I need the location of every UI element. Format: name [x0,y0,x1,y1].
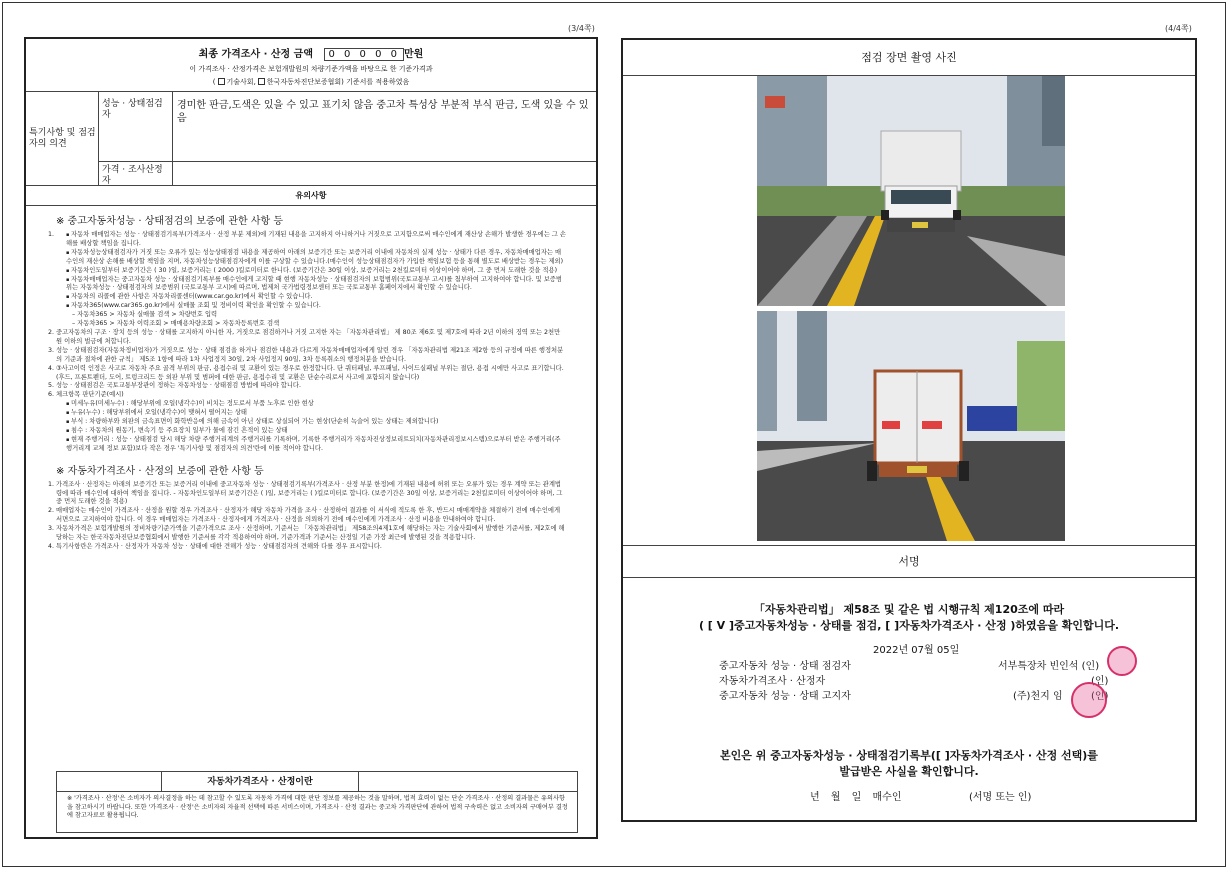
section1-notes [26,231,596,454]
inspector-seal-icon [1107,646,1137,676]
notifier-label: 중고자동차 성능 · 상태 고지자 [719,691,851,702]
price-appraiser-label: 가격 · 조사산정자 [99,162,173,186]
checkbox-engineers [218,78,225,85]
amount-unit: 만원 [404,49,424,60]
buyer-confirm-line1: 본인은 위 중고자동차성능 · 상태점검기록부([ ]자동차가격조사 · 산정 선택)를 [720,749,1098,762]
association-label: 한국자동차진단보증협회) 기준서를 적용하였음 [266,78,410,86]
declaration-line2: ( [ V ]중고자동차성능 · 상태를 점검, [ ]자동차가격조사 · 산정 )하였음을 확인합니다. [698,619,1120,632]
right-page-number: (4/4쪽) [1165,24,1192,33]
buyer-sign-label: (서명 또는 인) [969,792,1032,803]
declaration-line1: 「자동차관리법」 제58조 및 같은 법 시행규칙 제120조에 따라 [753,603,1065,616]
price-notice-item: 2. 매매업자는 매수인이 가격조사 · 산정을 원할 경우 가격조사 · 산정자가 해당 자동차 가격을 조사 · 산정하여 결과를 이 서식에 적도록 한 후, 반드시 매매계약을 체결하기 전에 매수인에게 서면으로 고지하여야 합니다. 이 경우 매매업자는 가격조사 · 산정자에게 가격조사 · 산정을 의뢰하기 전에 매수인에게 가격조사 · 산정 비용을 안내하여야 합니다. [56,507,566,525]
inspector-label: 중고자동차 성능 · 상태 점검자 [719,661,851,672]
notice-bullet: ▪ 미세누유(미세누수) : 해당부위에 오일(냉각수)이 비치는 정도로서 부품 노후로 인한 현상 [66,400,566,409]
truck-rear-photo [757,311,1065,541]
notice-item: 3. 성능 · 상태점검자(자동차정비업자)가 거짓으로 성능 · 상태 점검을 하거나 점검한 내용과 다르게 자동차매매업자에게 알린 경우 「자동차관리법 제21조 제2항 등의 규정에 따른 행정처분의 기준과 절차에 관한 규칙」 제5조 1항에 따라 1차 사업정지 30일, 2차 사업정지 90일, 3차 등록취소의 행정처분을 받습니다. [56,347,566,365]
notice-bullet: ▪ 자동차성능상태점검자가 거짓 또는 오류가 있는 성능상태점검 내용을 제공하여 아래의 보증기간 또는 보증거리 이내에 자동차의 실제 성능 · 상태가 다른 경우, 자동차매매업자는 매수인의 재산상 손해를 배상할 책임을 지며, 자동차성능상태점검자에게 이를 구상할 수 있습니다.(매수인이 성능상태점검자가 가입한 책임보험 등을 통해 별도로 배상받는 경우는 제외) [66,249,566,267]
price-definition-text: ※ '가격조사 · 산정'은 소비자가 의사결정을 하는 데 참고할 수 있도록 자동차 가격에 대한 판단 정보를 제공하는 것을 말하며, 법적 효력이 없는 단순 가격조사 · 산정의 결과물은 유의사항을 참고하시기 바랍니다. 또한 '가격조사 · 산정'은 소비자의 자율적 선택에 따른 서비스이며, 가격조사 · 산정 결과는 중고차 가격판단에 관하여 법적 구속력은 없고 소비자의 구매여부 결정에 참고자료로 활용됩니다. [57,791,577,821]
notice-bullet: ▪ 1. 자동차 매매업자는 성능 · 상태점검기록부(가격조사 · 산정 부분 제외)에 기재된 내용을 고지하지 아니하거나 거짓으로 고지함으로써 매수인에게 재산상 손해가 발생한 경우에는 그 손해를 배상할 책임을 집니다. [66,231,566,249]
section1-heading: ※ 중고자동차성능 · 상태점검의 보증에 관한 사항 등 [56,216,284,227]
notifier-sign: (인) [1091,691,1109,702]
notice-sub-path: – 자동차365 > 자동차 이력조회 > 매매용차량조회 > 자동차등록번호 검색 [72,320,280,328]
price-amount: 0 0 0 0 0 [324,48,404,61]
section2-notes [26,481,596,552]
price-notice-item: 4. 특기사항란은 가격조사 · 산정자가 자동차 성능 · 상태에 대한 견해가 성능 · 상태점검자의 견해와 다를 경우 표시합니다. [56,543,566,552]
price-header: 최종 가격조사 · 산정 금액 0 0 0 0 0 만원 이 가격조사 · 산정가격은 보험개발원의 차량기준가액을 바탕으로 한 기준가격과 ( 기술사회, 한국자동차진단보증협회) 기준서를 적용하였음 [26,39,596,92]
notice-bullet: ▪ 부식 : 차량하부와 외판의 금속표면이 화학반응에 의해 금속이 아닌 상태로 상실되어 가는 현상(단순히 녹슬어 있는 상태는 제외합니다) [66,418,566,427]
perf-inspector-opinion: 경미한 판금,도색은 있을 수 있고 표기치 않음 중고차 특성상 부분적 부식 판금, 도색 있을 수 있음 [177,100,589,124]
price-definition-box [56,771,578,833]
opinion-label: 특기사항 및 점검자의 의견 [26,92,99,186]
notice-item [56,391,566,453]
sign-date: 2022년 07월 05일 [873,645,960,656]
buyer-confirm-line2: 발급받은 사실을 확인합니다. [839,765,979,778]
price-notice-item: 1. 가격조사 · 산정자는 아래의 보증기간 또는 보증거리 이내에 중고자동차 성능 · 상태점검기록부(가격조사 · 산정 부분 한정)에 기재된 내용에 허위 또는 오류가 있는 경우 계약 또는 관계법령에 따라 매수인에 대하여 책임을 집니다. - 자동차인도일부터 보증기간은 ( )일, 보증거리는 ( )킬로미터로 합니다. (보증기간은 30일 이상, 보증거리는 2천킬로미터 이상이어야 하며, 그 중 먼저 도래한 것을 적용) [56,481,566,508]
notice-bullet: ▪ 현재 주행거리 : 성능 · 상태점검 당시 해당 차량 주행거리계의 주행거리를 기록하며, 기록한 주행거리가 자동차진상정보리트되치(자동차관리정보시스템)으로부터 받은 주행거리(주행거리계 교체 정보 포함)보다 작은 경우 '특기사항 및 점검자의 의견'란에 이를 적어야 합니다. [66,436,566,454]
notice-item-text: 6. 체크항목 판단기준(예시) [56,391,124,399]
company-seal-icon [1071,682,1107,718]
price-notice-item: 3. 자동차가격은 보험개발원의 정비차량기준가액을 기준가격으로 조사 · 산정하며, 기준서는 「자동차관리법」 제58조의4제1호에 해당하는 자는 기술사회에서 발행한 기준서를, 제2호에 해당하는 자는 한국자동차진단보증협회에서 발행한 기준서를 각각 적용하여야 하며, 기준가격과 기준서는 산정일 기준 가장 최근에 발행된 것을 적용합니다. [56,525,566,543]
photo-section-title: 점검 장면 촬영 사진 [623,40,1195,76]
buyer-date-line: 년 월 일 매수인 [810,792,902,803]
price-title: 최종 가격조사 · 산정 금액 [198,49,313,60]
left-page [24,37,598,839]
appraiser-sign: (인) [1091,676,1109,687]
notice-bullet: ▪ 자동차의 리콜에 관한 사항은 자동차리콜센터(www.car.go.kr)에서 확인할 수 있습니다. [66,293,566,302]
price-definition-title: 자동차가격조사 · 산정이란 [161,772,359,792]
notice-bullet: ▪ 누유(누수) : 해당부위에서 오일(냉각수)이 맺혀서 떨어지는 상태 [66,409,566,418]
notice-bullet: ▪ 자동차매매업자는 중고자동차 성능 · 상태점검기록부를 매수인에게 고지할 때 현행 자동차성능 · 상태점검자의 보험범위(국토교통부 고시)를 첨부하여 고지하여야 합니다. 및 보증범위는 자동차성능 · 상태점검자의 보증범위 (국토교통부 고시)에 따르며, 법제처 국가법령정보센터 또는 국토교통부 홈페이지에서 확인할 수 있습니다. [66,276,566,294]
photo-area [623,76,1195,546]
notice-bullet: ▪ 자동차365(www.car365.go.kr)에서 실매물 조회 및 정비이력 확인을 확인할 수 있습니다. [66,302,566,311]
notice-item: 4. ③사고이력 인정은 사고로 자동차 주요 골격 부위의 판금, 용접수리 및 교환이 있는 경우로 한정합니다. 단 쿼터패널, 루프패널, 사이드실패널 부위는 절단, 용접 시에만 사고로 표기합니다. (후드, 프론트펜더, 도어, 트렁크리드 등 외판 부위 및 범퍼에 대한 판금, 용접수리 및 교환은 단순수리로서 사고에 포함되지 않습니다) [56,365,566,383]
sign-section-title: 서명 [623,546,1195,578]
appraiser-label: 자동차가격조사 · 산정자 [719,676,826,687]
checkbox-association [258,78,265,85]
section2-heading: ※ 자동차가격조사 · 산정의 보증에 관한 사항 등 [56,465,264,477]
perf-inspector-label: 성능 · 상태점검자 [99,92,173,161]
declaration [623,602,1195,634]
engineers-label: 기술사회 [226,78,254,86]
notice-bullet: ▪ 자동차인도일부터 보증기간은 ( 30 )일, 보증거리는 ( 2000 )킬로미터로 한니다. (보증기간은 30일 이상, 보증거리는 2천킬로미터 이상이어야 하며, 그 중 먼저 도래한 것을 적용) [66,267,566,276]
notice-item: 2. 중고자동차의 구조 · 장치 등의 성능 · 상태를 고지하지 아니한 자, 거짓으로 점검하거나 거짓 고지한 자는 「자동차관리법」 제 80조 제6호 및 제7호에 따라 2년 이하의 징역 또는 2천만원 이하의 벌금에 처합니다. [56,329,566,347]
notice-item: 5. 성능 · 상태점검은 국토교통부장관이 정하는 자동차성능 · 상태점검 방법에 따라야 합니다. [56,382,566,391]
opinion-section [26,92,596,186]
price-basis-note: 이 가격조사 · 산정가격은 보험개발원의 차량기준가액을 바탕으로 한 기준가격과 [189,65,433,73]
right-page [621,38,1197,822]
left-page-number: (3/4쪽) [568,24,595,33]
notice-bullet: ▪ 침수 : 자동차의 원동기, 변속기 등 주요장치 일부가 물에 잠긴 흔적이 있는 상태 [66,427,566,436]
notice-sub-path: – 자동차365 > 자동차 실매물 검색 > 차량번호 입력 [72,311,218,319]
notice-item [56,231,566,329]
notice-title: 유의사항 [26,186,596,206]
notifier-name: (주)천지 임 [1013,691,1063,702]
inspector-name: 서부특장차 빈인석 (인) [998,661,1100,672]
truck-front-photo [757,76,1065,306]
